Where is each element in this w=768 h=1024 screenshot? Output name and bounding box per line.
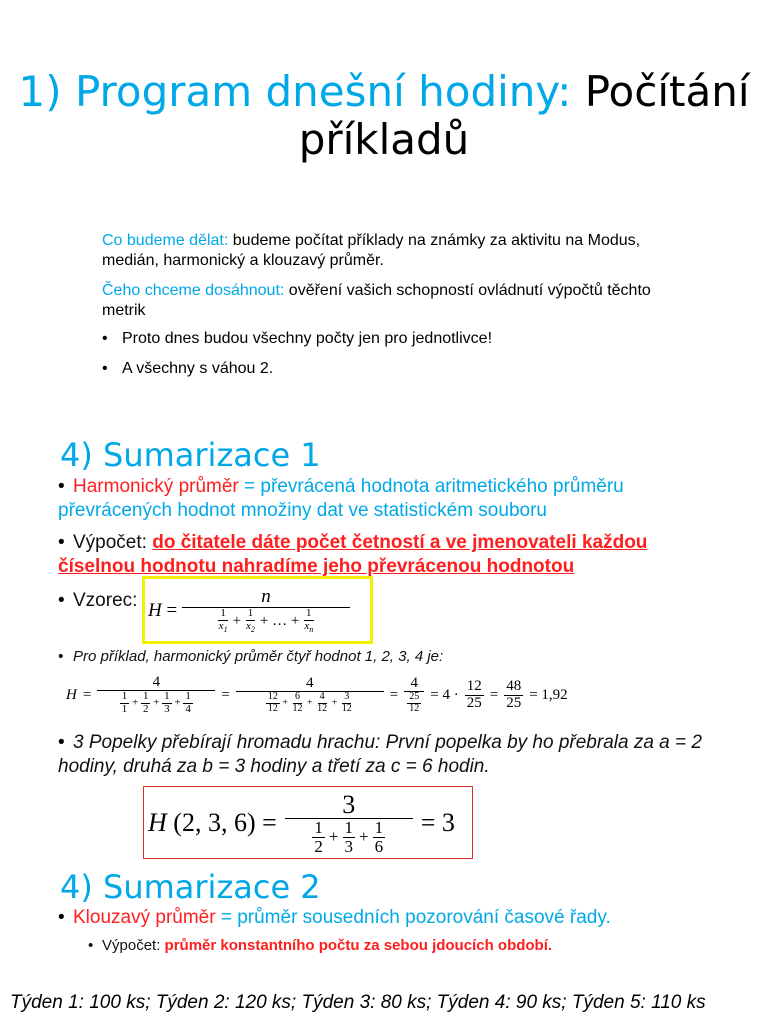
example-intro: • Pro příklad, harmonický průměr čtyř hodnot 1, 2, 3, 4 je: [58,645,443,669]
example-result: = 1,92 [529,686,568,703]
calc-text: do čitatele dáte počet četností a ve jmenovateli každou číselnou hodnotu nahradíme jeho převrácenou hodnotou [58,532,648,577]
harmonic-formula: H = n $\frac{1}{x_1}$ + $\frac{1}{x_2}$ + … + $\frac{1}{x_n}$ [148,582,350,640]
bullet-icon: • [102,360,108,377]
sumarizace2-heading: 4) Sumarizace 2 [60,868,321,906]
goal-label: Čeho chceme dosáhnout: [102,282,285,299]
bullet-icon: • [88,937,94,954]
example-equation: H = 4 $\frac{1}{1}$ + $\frac{1}{2}$ + $\frac{1}{3}$ + $\frac{1}{4}$ = 4 $\frac{12}{12}$ + $\frac{6}{12}$ + $\frac{4}{12}$ + $\frac{3}{12}$ = $\frac{4}{\frac{25}{12}}$ = 4 · $\frac{12}{25}$ = $\frac{48}{25}$ = 1,92 [66,673,568,715]
harmonic-definition-text: = převrácená hodnota aritmetického průměru převrácených hodnot množiny dat ve statistickém souboru [58,476,624,521]
harmonic-calc [58,531,698,579]
weeks-data: Týden 1: 100 ks; Týden 2: 120 ks; Týden 3: 80 ks; Týden 4: 90 ks; Týden 5: 110 ks [10,992,706,1013]
goal-text: ověření vašich schopností ovládnutí výpočtů těchto metrik [102,282,651,319]
moving-average-calc: • Výpočet: průměr konstantního počtu za sebou jdoucích období. [88,937,553,954]
list-item: • Proto dnes budou všechny počty jen pro jednotlivce! [102,330,493,347]
what-label: Co budeme dělat: [102,232,229,249]
title-topic: Počítání příkladů [298,67,750,164]
bullet-icon: • [58,590,65,611]
bullet-icon: • [58,907,65,928]
sumarizace1-heading: 4) Sumarizace 1 [60,436,321,474]
popelky-paragraph: • 3 Popelky přebírají hromadu hrachu: První popelka by ho přebrala za a = 2 hodiny, druhá za b = 3 hodiny a třetí za c = 6 hodin. [58,732,702,777]
formula-row [58,589,137,613]
harmonic-term: Harmonický průměr [73,476,239,497]
list-item: • A všechny s váhou 2. [102,360,274,377]
slide1-title [0,68,768,164]
goal-paragraph [102,281,662,321]
bullet-icon: • [58,476,65,497]
what-text: budeme počítat příklady na známky za aktivitu na Modus, medián, harmonický a klouzavý průměr. [102,232,641,269]
bullet-icon: • [58,532,65,553]
bullet-icon: • [58,648,64,665]
what-paragraph [102,231,662,271]
moving-average-calc-text: průměr konstantního počtu za sebou jdoucích období. [164,937,553,954]
moving-average-term: Klouzavý průměr [73,907,216,928]
bullet-icon: • [102,330,108,347]
moving-average-definition-text: = průměr sousedních pozorování časové řady. [215,907,611,928]
formula-label: Vzorec: [73,590,138,611]
popelky-formula: H (2, 3, 6) = 3 $\frac{1}{2}$ + $\frac{1}{3}$ + $\frac{1}{6}$ = 3 [148,789,455,856]
harmonic-definition [58,475,698,523]
title-program: 1) Program dnešní hodiny: [18,67,572,116]
bullet-icon: • [58,732,65,753]
moving-average-definition [58,906,738,930]
calc-label: Výpočet: [73,532,153,553]
